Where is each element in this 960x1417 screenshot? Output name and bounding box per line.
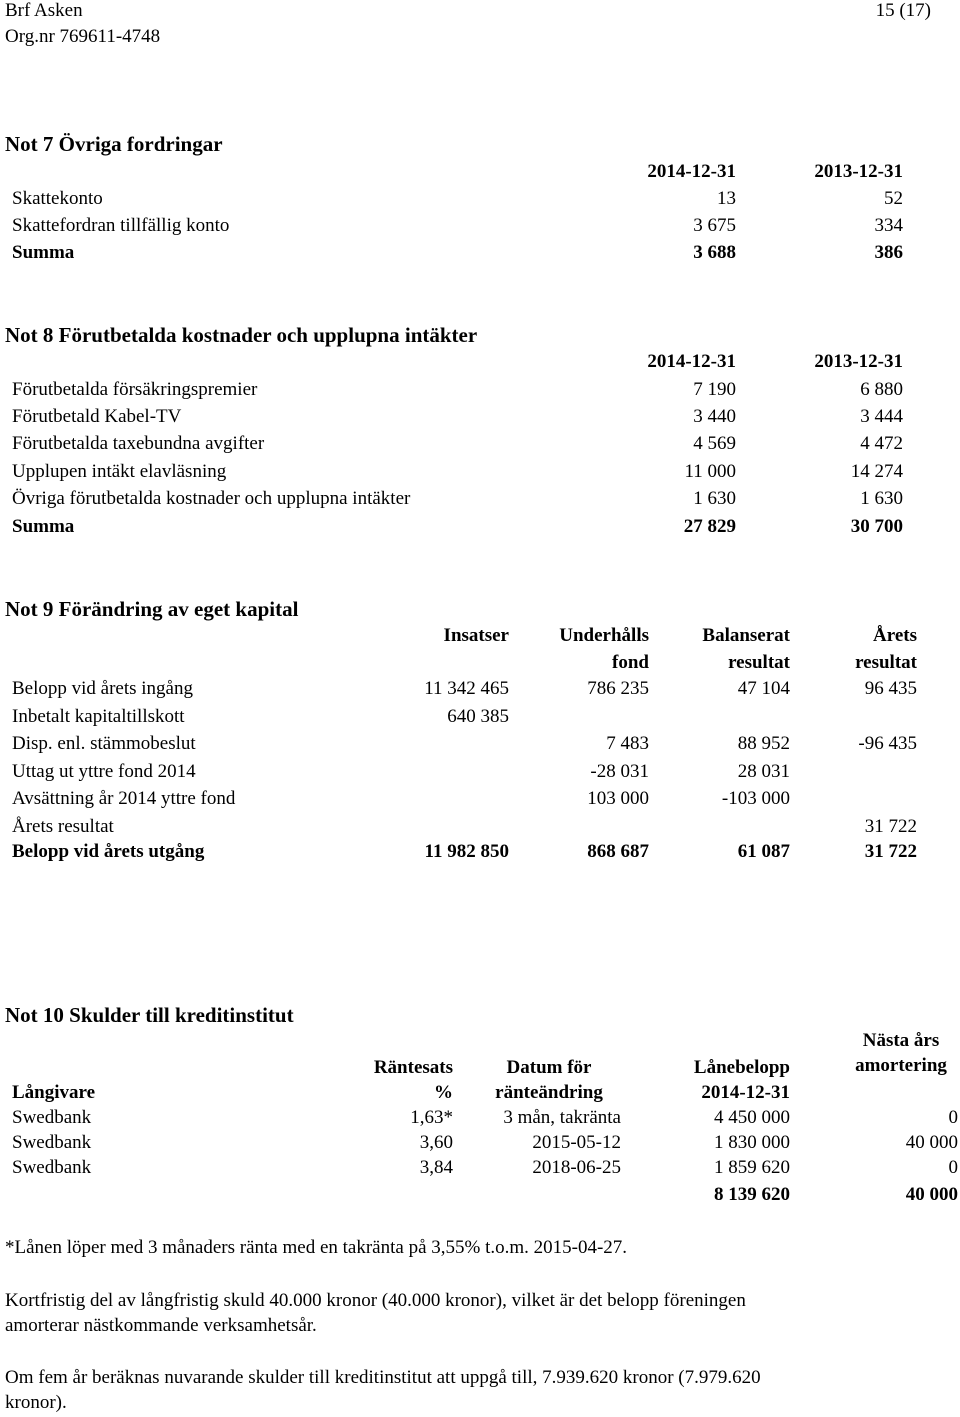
note8-row-v1: 11 000 (684, 461, 736, 482)
note9-row-balanserat: -103 000 (721, 788, 790, 809)
note7-row-v1: 3 675 (693, 215, 736, 236)
note9-row-balanserat: 47 104 (737, 678, 790, 699)
note9-row-fond: 103 000 (587, 788, 649, 809)
note9-row-label: Belopp vid årets ingång (12, 678, 193, 699)
note9-row-label: Årets resultat (12, 816, 114, 837)
note8-row-v2: 4 472 (860, 433, 903, 454)
note8-col2-header: 2013-12-31 (814, 351, 903, 372)
note9-row-fond: 7 483 (606, 733, 649, 754)
note9-row-arets: -96 435 (858, 733, 917, 754)
note10-header-langivare: Långivare (12, 1082, 96, 1103)
note9-row-label: Avsättning år 2014 yttre fond (12, 788, 236, 809)
note10-title: Not 10 Skulder till kreditinstitut (5, 1003, 294, 1027)
note7-summa-label: Summa (12, 242, 75, 263)
loan-row-rate: 1,63* (410, 1107, 453, 1128)
note10-para1-line1: Kortfristig del av långfristig skuld 40.000 kronor (40.000 kronor), vilket är det belopp föreningen (5, 1290, 746, 1311)
note10-para1-line2: amorterar nästkommande verksamhetsår. (5, 1315, 317, 1336)
note8-row-v1: 3 440 (693, 406, 736, 427)
note8-row-label: Förutbetalda taxebundna avgifter (12, 433, 265, 454)
note9-total-insatser: 11 982 850 (424, 841, 509, 862)
note7-summa-v2: 386 (874, 242, 903, 263)
note10-header-lanebelopp: Lånebelopp (693, 1057, 790, 1078)
note9-header-underhalls: Underhålls (559, 625, 649, 646)
note8-row-label: Övriga förutbetalda kostnader och upplupna intäkter (12, 488, 411, 509)
note9-title: Not 9 Förändring av eget kapital (5, 597, 299, 621)
note8-col1-header: 2014-12-31 (647, 351, 736, 372)
note9-row-arets: 31 722 (864, 816, 917, 837)
note7-row-v2: 334 (874, 215, 903, 236)
note8-row-v2: 1 630 (860, 488, 903, 509)
note7-row-label: Skattekonto (12, 188, 103, 209)
note9-row-arets: 96 435 (864, 678, 917, 699)
loan-row-amount: 1 859 620 (714, 1157, 790, 1178)
org-number: Org.nr 769611-4748 (5, 26, 161, 47)
note10-footnote: *Lånen löper med 3 månaders ränta med en takränta på 3,55% t.o.m. 2015-04-27. (5, 1237, 628, 1258)
note8-row-label: Förutbetalda försäkringspremier (12, 379, 258, 400)
loan-row-lender: Swedbank (12, 1132, 92, 1153)
loan-row-date: 3 mån, takränta (503, 1107, 621, 1128)
note9-header-resultat: resultat (728, 652, 790, 673)
note7-row-v1: 13 (717, 188, 736, 209)
note10-header-amortering: amortering (855, 1055, 947, 1076)
loan-row-rate: 3,84 (419, 1157, 453, 1178)
note8-row-v2: 6 880 (860, 379, 903, 400)
note8-summa-v1: 27 829 (683, 516, 736, 537)
note9-header-fond: fond (612, 652, 649, 673)
note9-total-arets: 31 722 (864, 841, 917, 862)
note8-row-label: Upplupen intäkt elavläsning (12, 461, 227, 482)
note10-header-rantesats: Räntesats (373, 1057, 453, 1078)
loan-row-date: 2018-06-25 (532, 1157, 621, 1178)
note7-col1-header: 2014-12-31 (647, 161, 736, 182)
note10-header-ranteandring: ränteändring (495, 1082, 603, 1103)
note9-row-balanserat: 88 952 (737, 733, 790, 754)
note10-header-percent: % (434, 1082, 453, 1103)
loan-row-rate: 3,60 (419, 1132, 453, 1153)
org-name: Brf Asken (5, 0, 83, 21)
loan-row-amort: 0 (948, 1157, 958, 1178)
note10-header-datum: Datum för (506, 1057, 592, 1078)
note8-summa-label: Summa (12, 516, 75, 537)
note7-col2-header: 2013-12-31 (814, 161, 903, 182)
note8-summa-v2: 30 700 (850, 516, 903, 537)
note7-summa-v1: 3 688 (693, 242, 736, 263)
note9-row-insatser: 640 385 (447, 706, 509, 727)
note9-header-insatser: Insatser (443, 625, 509, 646)
note10-header-date: 2014-12-31 (701, 1082, 790, 1103)
loan-row-lender: Swedbank (12, 1157, 92, 1178)
note8-row-label: Förutbetald Kabel-TV (12, 406, 182, 427)
note8-row-v2: 14 274 (850, 461, 903, 482)
note10-para2-line1: Om fem år beräknas nuvarande skulder till kreditinstitut att uppgå till, 7.939.620 kronor (7.979.620 (5, 1367, 761, 1388)
loan-row-amount: 4 450 000 (714, 1107, 790, 1128)
note7-row-v2: 52 (884, 188, 903, 209)
note8-row-v1: 4 569 (693, 433, 736, 454)
loan-row-date: 2015-05-12 (532, 1132, 621, 1153)
loan-total-amort: 40 000 (905, 1184, 958, 1205)
note7-title: Not 7 Övriga fordringar (5, 132, 223, 156)
note9-row-fond: -28 031 (590, 761, 649, 782)
note8-row-v1: 7 190 (693, 379, 736, 400)
note8-title: Not 8 Förutbetalda kostnader och upplupna intäkter (5, 323, 478, 347)
note9-row-balanserat: 28 031 (737, 761, 790, 782)
page-number: 15 (17) (875, 0, 931, 21)
note9-row-label: Uttag ut yttre fond 2014 (12, 761, 196, 782)
loan-row-lender: Swedbank (12, 1107, 92, 1128)
note8-row-v1: 1 630 (693, 488, 736, 509)
note9-header-arets: Årets (873, 625, 917, 646)
note7-row-label: Skattefordran tillfällig konto (12, 215, 230, 236)
note9-row-fond: 786 235 (587, 678, 649, 699)
note9-total-label: Belopp vid årets utgång (12, 841, 205, 862)
note9-row-insatser: 11 342 465 (424, 678, 509, 699)
loan-total-amount: 8 139 620 (714, 1184, 790, 1205)
loan-row-amort: 40 000 (905, 1132, 958, 1153)
note9-header-balanserat: Balanserat (702, 625, 790, 646)
note10-para2-line2: kronor). (5, 1392, 67, 1413)
note9-row-label: Inbetalt kapitaltillskott (12, 706, 185, 727)
loan-row-amount: 1 830 000 (714, 1132, 790, 1153)
loan-row-amort: 0 (948, 1107, 958, 1128)
note9-row-label: Disp. enl. stämmobeslut (12, 733, 196, 754)
note8-row-v2: 3 444 (860, 406, 903, 427)
note9-header-arets-resultat: resultat (855, 652, 917, 673)
note10-header-nasta: Nästa års (862, 1030, 940, 1051)
note9-total-fond: 868 687 (587, 841, 649, 862)
note9-total-balanserat: 61 087 (737, 841, 790, 862)
